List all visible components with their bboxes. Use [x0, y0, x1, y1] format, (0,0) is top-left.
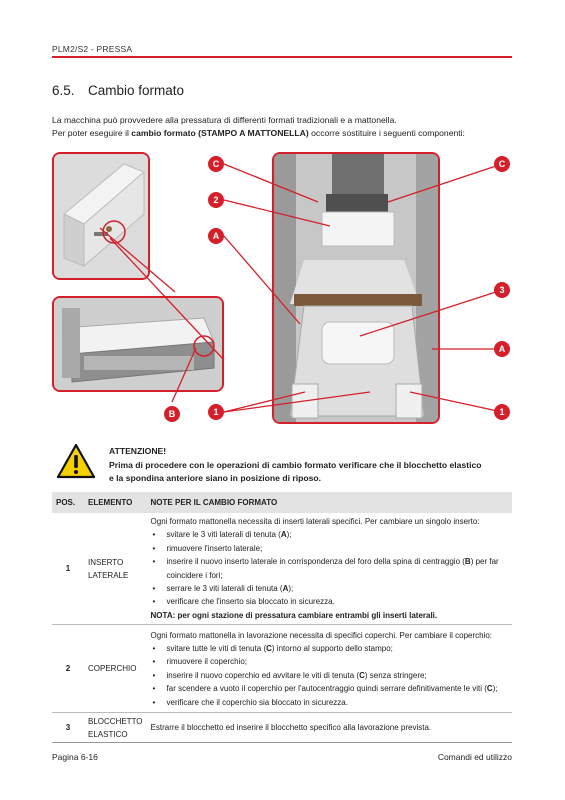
- section-number: 6.5.: [52, 83, 75, 98]
- callout-1-left: 1: [208, 404, 224, 420]
- warning-title: ATTENZIONE!: [109, 446, 167, 456]
- list-item: • rimuovere il coperchio;: [151, 655, 508, 668]
- col-header-pos: POS.: [52, 492, 84, 513]
- col-header-note: NOTE PER IL CAMBIO FORMATO: [147, 492, 512, 513]
- list-item: • inserire il nuovo inserto laterale in corrispondenza del foro della spina di centraggio (B) per far: [151, 555, 508, 568]
- callout-a-top: A: [208, 228, 224, 244]
- col-header-element: ELEMENTO: [84, 492, 147, 513]
- row-pos: 1: [52, 513, 84, 625]
- list-item: • verificare che l'inserto sia bloccato in sicurezza.: [151, 595, 508, 608]
- list-item: • far scendere a vuoto il coperchio per l'autocentraggio quindi serrare definitivamente le viti (C);: [151, 682, 508, 695]
- running-header: PLM2/S2 - PRESSA: [52, 44, 133, 54]
- row-element: COPERCHIO: [84, 625, 147, 713]
- warning-line-2: e la spondina anteriore siano in posizione di riposo.: [109, 473, 322, 483]
- warning-icon: [56, 443, 96, 479]
- footer-section-name: Comandi ed utilizzo: [437, 752, 512, 762]
- callout-2: 2: [208, 192, 224, 208]
- row-note-intro: Ogni formato mattonella in lavorazione necessita di specifici coperchi. Per cambiare il coperchio:: [150, 630, 493, 640]
- callout-b: B: [164, 406, 180, 422]
- section-title-text: Cambio formato: [88, 83, 185, 98]
- table-row: [52, 513, 512, 625]
- warning-line-1: Prima di procedere con le operazioni di cambio formato verificare che il blocchetto elastico: [109, 460, 482, 470]
- footer-page-number: Pagina 6-16: [52, 752, 98, 762]
- warning-text: [109, 459, 514, 485]
- row-note-nota: NOTA: per ogni stazione di pressatura cambiare entrambi gli inserti laterali.: [150, 610, 438, 620]
- list-item: • svitare tutte le viti di tenuta (C) intorno al supporto dello stampo;: [151, 642, 508, 655]
- callout-1-right: 1: [494, 404, 510, 420]
- row-element: INSERTO LATERALE: [84, 513, 147, 625]
- callout-a-right: A: [494, 341, 510, 357]
- intro-line-1: La macchina può provvedere alla pressatura di differenti formati tradizionali e a mattonella.: [52, 115, 397, 125]
- intro-line-2-bold: cambio formato (STAMPO A MATTONELLA): [131, 128, 309, 138]
- callout-3: 3: [494, 282, 510, 298]
- list-item: • svitare le 3 viti laterali di tenuta (A);: [151, 528, 508, 541]
- table-row: [52, 713, 512, 743]
- table-header-row: [52, 492, 512, 513]
- footer-rule: [52, 742, 512, 743]
- intro-line-2-post: occorre sostituire i seguenti componenti:: [308, 128, 465, 138]
- row-note: Estrarre il blocchetto ed inserire il blocchetto specifico alla lavorazione prevista.: [147, 713, 512, 743]
- row-element: BLOCCHETTO ELASTICO: [84, 713, 147, 743]
- format-change-table: [52, 492, 512, 743]
- row-pos: 2: [52, 625, 84, 713]
- intro-line-2-pre: Per poter eseguire il: [52, 128, 132, 138]
- row-note-intro: Ogni formato mattonella necessita di inserti laterali specifici. Per cambiare un singolo inserto:: [150, 517, 480, 526]
- callout-c-left: C: [208, 156, 224, 172]
- row-note: [147, 625, 512, 713]
- row-note: [147, 513, 512, 625]
- list-item: • inserire il nuovo coperchio ed avvitare le viti di tenuta (C) senza stringere;: [151, 669, 508, 682]
- list-item: • rimuovere l'inserto laterale;: [151, 542, 508, 555]
- list-item: • verificare che il coperchio sia bloccato in sicurezza.: [151, 696, 508, 709]
- row-pos: 3: [52, 713, 84, 743]
- list-item-continuation: coincidere i fori;: [166, 570, 223, 580]
- list-item: • serrare le 3 viti laterali di tenuta (A);: [151, 582, 508, 595]
- table-row: [52, 625, 512, 713]
- callout-c-right: C: [494, 156, 510, 172]
